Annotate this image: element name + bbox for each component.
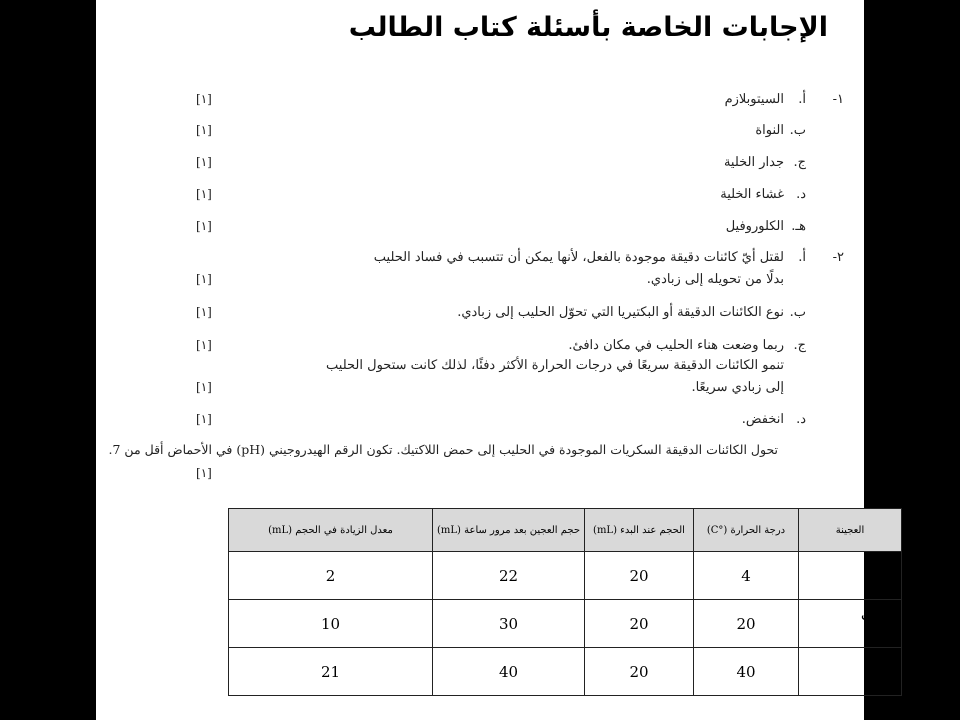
q2-a-letter: أ. — [798, 250, 806, 265]
q2-a-answer-line1: لقتل أيّ كائنات دقيقة موجودة بالفعل، لأنها يمكن أن تتسبب في فساد الحليب — [373, 250, 784, 265]
table-header: حجم العجين بعد مرور ساعة (mL) — [433, 509, 585, 552]
mark: [١] — [196, 92, 212, 106]
mark: [١] — [196, 338, 212, 352]
q2-a-answer-line2: بدلًا من تحويله إلى زبادي. — [646, 272, 784, 287]
question-1-number: ١- — [832, 92, 844, 107]
q2-b-letter: ب. — [789, 305, 806, 320]
q1-a-letter: أ. — [798, 92, 806, 107]
q1-e-answer: الكلوروفيل — [725, 219, 784, 234]
table-row — [229, 600, 902, 648]
mark: [١] — [196, 272, 212, 286]
q1-d-answer: غشاء الخلية — [720, 187, 784, 202]
table-cell: 10 — [229, 600, 433, 648]
table-header-row — [229, 509, 902, 552]
q2-d-letter: د. — [796, 412, 806, 427]
table-cell: 22 — [433, 552, 585, 600]
table-header: درجة الحرارة (°C) — [694, 509, 799, 552]
q2-b-answer: نوع الكائنات الدقيقة أو البكتيريا التي تحوّل الحليب إلى زبادي. — [457, 305, 784, 320]
table-cell: 40 — [433, 648, 585, 696]
q2-c-answer-line2: تنمو الكائنات الدقيقة سريعًا في درجات الحرارة الأكثر دفئًا، لذلك كانت ستحول الحليب — [326, 358, 784, 373]
mark: [١] — [196, 123, 212, 137]
question-2-number: ٢- — [832, 250, 844, 265]
mark: [١] — [196, 305, 212, 319]
q1-c-answer: جدار الخلية — [723, 155, 784, 170]
document-page — [96, 0, 875, 720]
dough-data-table — [228, 508, 902, 696]
table-header: الحجم عند البدء (mL) — [585, 509, 694, 552]
q1-e-letter: هـ. — [791, 219, 806, 234]
q1-c-letter: ج. — [793, 155, 806, 170]
table-cell: ج — [799, 648, 902, 696]
table-cell: 21 — [229, 648, 433, 696]
mark: [١] — [196, 187, 212, 201]
table-cell: 4 — [694, 552, 799, 600]
table-cell: 40 — [694, 648, 799, 696]
q2-c-answer-line1: ربما وضعت هناء الحليب في مكان دافئ. — [568, 338, 784, 353]
q1-b-letter: ب. — [789, 123, 806, 138]
table-cell: ب — [799, 600, 902, 648]
q1-a-answer: السيتوبلازم — [724, 92, 784, 107]
mark: [١] — [196, 380, 212, 394]
table-header: العجينة — [799, 509, 902, 552]
q2-d-answer: انخفض. — [741, 412, 784, 427]
table-cell: 20 — [585, 600, 694, 648]
page-title: الإجابات الخاصة بأسئلة كتاب الطالب — [348, 12, 828, 43]
mark: [١] — [196, 155, 212, 169]
q1-d-letter: د. — [796, 187, 806, 202]
q1-b-answer: النواة — [755, 123, 784, 138]
table-cell: 20 — [585, 648, 694, 696]
table-cell: 2 — [229, 552, 433, 600]
mark: [١] — [196, 412, 212, 426]
table-header: معدل الزيادة في الحجم (mL) — [229, 509, 433, 552]
table-row — [229, 648, 902, 696]
table-cell: 20 — [694, 600, 799, 648]
table-cell: أ — [799, 552, 902, 600]
q2-e-answer: تحول الكائنات الدقيقة السكريات الموجودة في الحليب إلى حمض اللاكتيك. تكون الرقم الهيدروجيني (pH) في الأحماض أقل من 7. — [108, 442, 778, 457]
q2-c-letter: ج. — [793, 338, 806, 353]
mark: [١] — [196, 466, 212, 480]
mark: [١] — [196, 219, 212, 233]
table-cell: 20 — [585, 552, 694, 600]
q2-c-answer-line3: إلى زبادي سريعًا. — [691, 380, 784, 395]
table-row — [229, 552, 902, 600]
table-cell: 30 — [433, 600, 585, 648]
